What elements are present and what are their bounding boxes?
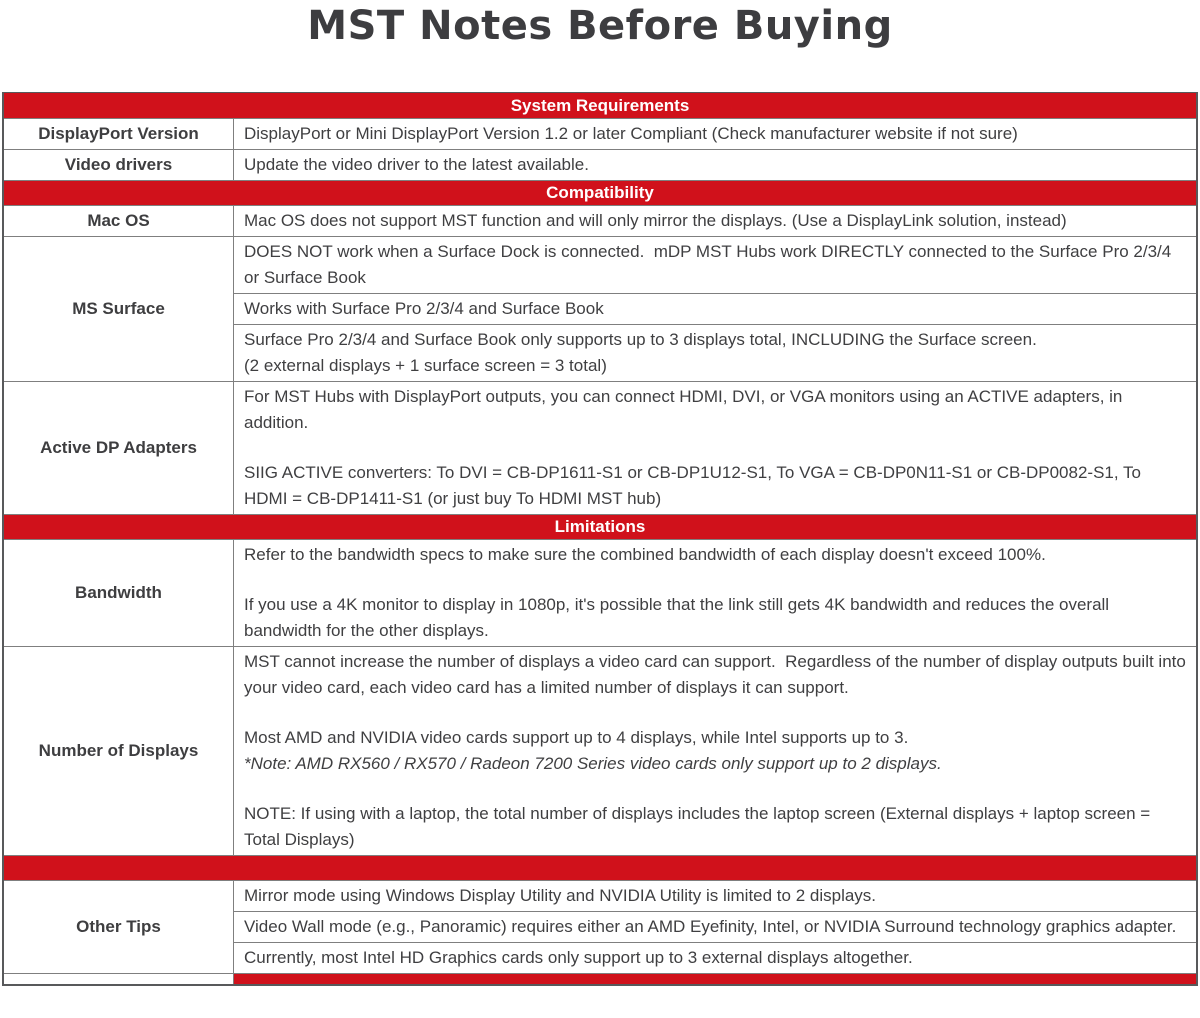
content-cell (234, 119, 1196, 149)
blank-line (244, 777, 1186, 801)
section-header (4, 855, 1196, 880)
content-cell (234, 237, 1196, 293)
row-content (234, 540, 1196, 646)
content-cell (234, 540, 1196, 646)
content-cell (234, 881, 1196, 911)
content-paragraph: *Note: AMD RX560 / RX570 / Radeon 7200 Series video cards only support up to 2 displays. (244, 754, 942, 773)
content-paragraph: If you use a 4K monitor to display in 1080p, it's possible that the link still gets 4K bandwidth and reduces the overall bandwidth for the other displays. (244, 595, 1114, 640)
table-row (4, 646, 1196, 855)
row-content (234, 206, 1196, 236)
row-label: Active DP Adapters (4, 382, 234, 514)
red-bar (234, 974, 1196, 984)
content-paragraph: For MST Hubs with DisplayPort outputs, you can connect HDMI, DVI, or VGA monitors using an ACTIVE adapters, in addition. (244, 387, 1128, 432)
content-cell (234, 324, 1196, 381)
content-paragraph: DOES NOT work when a Surface Dock is connected. mDP MST Hubs work DIRECTLY connected to the Surface Pro 2/3/4 or Surface Book (244, 242, 1176, 287)
table-row (4, 539, 1196, 646)
content-paragraph: (2 external displays + 1 surface screen = 3 total) (244, 356, 607, 375)
row-label: DisplayPort Version (4, 119, 234, 149)
blank-line (244, 701, 1186, 725)
content-paragraph: MST cannot increase the number of displays a video card can support. Regardless of the number of display outputs built into your video card, each video card has a limited number of displays it can support. (244, 652, 1191, 697)
section-header: Compatibility (4, 180, 1196, 205)
content-paragraph: SIIG ACTIVE converters: To DVI = CB-DP1611-S1 or CB-DP1U12-S1, To VGA = CB-DP0N11-S1 or CB-DP0082-S1, To HDMI = CB-DP1411-S1 (or just buy To HDMI MST hub) (244, 463, 1146, 508)
row-label: Mac OS (4, 206, 234, 236)
content-paragraph: Mac OS does not support MST function and will only mirror the displays. (Use a DisplayLink solution, instead) (244, 211, 1067, 230)
row-content (234, 647, 1196, 855)
content-paragraph: Currently, most Intel HD Graphics cards only support up to 3 external displays altogether. (244, 948, 913, 967)
section-header: System Requirements (4, 93, 1196, 118)
content-paragraph: DisplayPort or Mini DisplayPort Version 1.2 or later Compliant (Check manufacturer website if not sure) (244, 124, 1018, 143)
table-row (4, 118, 1196, 149)
content-cell (234, 942, 1196, 973)
content-paragraph: NOTE: If using with a laptop, the total number of displays includes the laptop screen (External displays + laptop screen = Total Displays) (244, 804, 1155, 849)
blank-line (244, 436, 1186, 460)
row-label: Video drivers (4, 150, 234, 180)
table-row (4, 381, 1196, 514)
content-cell (234, 206, 1196, 236)
content-paragraph: Video Wall mode (e.g., Panoramic) requires either an AMD Eyefinity, Intel, or NVIDIA Surround technology graphics adapter. (244, 917, 1177, 936)
row-label: Bandwidth (4, 540, 234, 646)
row-label: Other Tips (4, 881, 234, 973)
table-row (4, 236, 1196, 381)
row-content (234, 150, 1196, 180)
blank-line (244, 568, 1186, 592)
content-cell (234, 150, 1196, 180)
page-title: MST Notes Before Buying (307, 3, 893, 49)
table-row (4, 205, 1196, 236)
section-header: Limitations (4, 514, 1196, 539)
content-cell (234, 911, 1196, 942)
content-cell (234, 293, 1196, 324)
partial-red-row (4, 973, 1196, 984)
table-row (4, 880, 1196, 973)
content-paragraph: Surface Pro 2/3/4 and Surface Book only supports up to 3 displays total, INCLUDING the Surface screen. (244, 330, 1037, 349)
content-paragraph: Refer to the bandwidth specs to make sure the combined bandwidth of each display doesn't exceed 100%. (244, 545, 1046, 564)
content-paragraph: Works with Surface Pro 2/3/4 and Surface Book (244, 299, 604, 318)
row-content (234, 119, 1196, 149)
content-paragraph: Update the video driver to the latest available. (244, 155, 589, 174)
row-content (234, 237, 1196, 381)
content-cell (234, 382, 1196, 514)
table-row (4, 149, 1196, 180)
row-content (234, 382, 1196, 514)
row-label: Number of Displays (4, 647, 234, 855)
content-cell (234, 647, 1196, 855)
notes-table (2, 92, 1198, 986)
row-label: MS Surface (4, 237, 234, 381)
content-paragraph: Most AMD and NVIDIA video cards support up to 4 displays, while Intel supports up to 3. (244, 728, 909, 747)
row-label (4, 974, 234, 984)
row-content (234, 881, 1196, 973)
content-paragraph: Mirror mode using Windows Display Utility and NVIDIA Utility is limited to 2 displays. (244, 886, 877, 905)
